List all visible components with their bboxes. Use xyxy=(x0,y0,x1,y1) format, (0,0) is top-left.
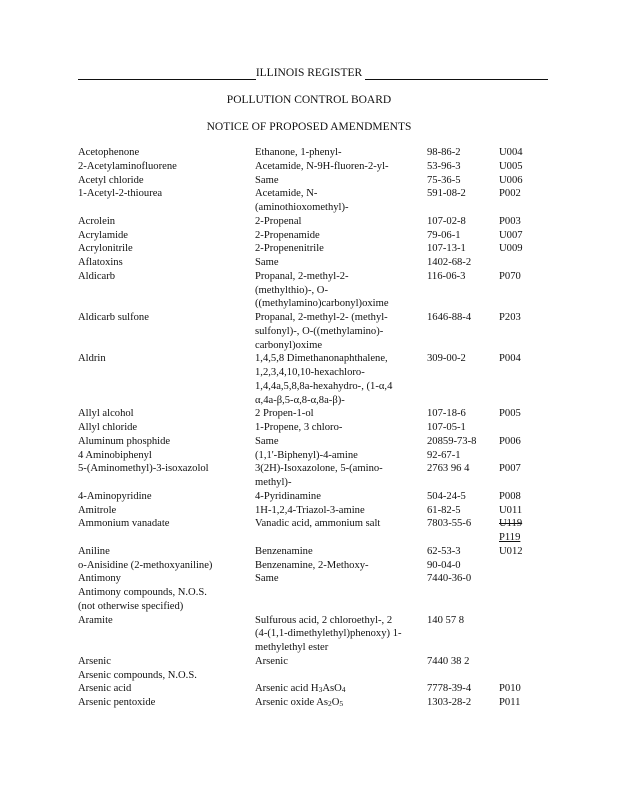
substance-name: Arsenic compounds, N.O.S. xyxy=(78,669,197,681)
hazardous-substance-table xyxy=(78,146,548,710)
substance-name: Amitrole xyxy=(78,504,117,516)
cas-number: 107-05-1 xyxy=(427,422,466,433)
table-row xyxy=(78,174,548,188)
table-row xyxy=(78,421,548,435)
waste-code: P003 xyxy=(499,215,521,227)
synonym-line: Same xyxy=(255,573,279,585)
synonym-line: 2-Propenal xyxy=(255,215,302,227)
table-row xyxy=(78,435,548,449)
cas-number: 1402-68-2 xyxy=(427,257,472,268)
board-title: POLLUTION CONTROL BOARD xyxy=(226,94,392,106)
substance-name: Aluminum phosphide xyxy=(78,435,171,447)
synonym-line: Ethanone, 1-phenyl- xyxy=(255,147,342,158)
table-row xyxy=(78,696,548,710)
table-row xyxy=(78,559,548,573)
cas-number: 107-13-1 xyxy=(427,243,466,255)
substance-name: Aldicarb sulfone xyxy=(78,312,149,323)
cas-number: 107-18-6 xyxy=(427,408,466,420)
substance-name: Aniline xyxy=(78,545,110,557)
substance-name: Arsenic xyxy=(78,655,111,667)
synonym-line: (1,1'-Biphenyl)-4-amine xyxy=(255,449,358,461)
synonym-line: Sulfurous acid, 2 chloroethyl-, 2 xyxy=(255,614,393,626)
cas-number: 7803-55-6 xyxy=(427,518,472,530)
synonym-line: carbonyl)oxime xyxy=(255,339,323,351)
synonym-line: 1,2,3,4,10,10-hexachloro- xyxy=(255,367,365,378)
cas-number: 309-00-2 xyxy=(427,353,466,365)
table-row xyxy=(78,229,548,243)
cas-number: 116-06-3 xyxy=(427,270,466,282)
table-row xyxy=(78,352,548,407)
substance-name: 2-Acetylaminofluorene xyxy=(78,160,177,172)
waste-code: P119 xyxy=(499,532,521,543)
cas-number: 92-67-1 xyxy=(427,449,461,461)
table-row xyxy=(78,146,548,160)
synonym-line: Acetamide, N- xyxy=(255,188,318,200)
waste-code: P004 xyxy=(499,353,521,365)
waste-code: U011 xyxy=(499,504,523,516)
cas-number: 7440-36-0 xyxy=(427,573,472,585)
cas-number: 1646-88-4 xyxy=(427,312,472,323)
cas-number: 140 57 8 xyxy=(427,614,465,626)
substance-name: 5-(Aminomethyl)-3-isoxazolol xyxy=(78,463,209,475)
waste-code: P011 xyxy=(499,697,521,708)
synonym-line: Vanadic acid, ammonium salt xyxy=(255,518,381,530)
table-row xyxy=(78,270,548,311)
waste-code: U005 xyxy=(499,160,523,172)
cas-number: 90-04-0 xyxy=(427,559,461,571)
synonym-line: 2 Propen-1-ol xyxy=(255,408,314,420)
header-rule-right xyxy=(365,79,548,80)
cas-number: 61-82-5 xyxy=(427,504,461,516)
table-row xyxy=(78,490,548,504)
synonym-line: Arsenic acid $H_3AsO_4$ xyxy=(255,683,346,695)
cas-number: 20859-73-8 xyxy=(427,435,477,447)
notice-title: NOTICE OF PROPOSED AMENDMENTS xyxy=(206,121,412,133)
waste-code: U007 xyxy=(499,229,523,241)
substance-name: 4 Aminobiphenyl xyxy=(78,449,152,461)
cas-number: 7778-39-4 xyxy=(427,683,472,695)
table-row xyxy=(78,449,548,463)
header-rule-left xyxy=(78,79,256,80)
table-row xyxy=(78,160,548,174)
substance-name: Acrylamide xyxy=(78,229,129,241)
synonym-line: 1,4,4a,5,8,8a-hexahydro-, (1-α,4 xyxy=(255,380,393,392)
substance-name: 1-Acetyl-2-thiourea xyxy=(78,188,163,200)
synonym-line: Same xyxy=(255,174,279,186)
synonym-line: (aminothioxomethyl)- xyxy=(255,202,349,213)
substance-name: Acrylonitrile xyxy=(78,243,133,255)
waste-code: U009 xyxy=(499,243,523,255)
table-row xyxy=(78,187,548,215)
synonym-line: Benzenamine, 2-Methoxy- xyxy=(255,559,369,571)
table-row xyxy=(78,614,548,655)
substance-name: Acrolein xyxy=(78,215,116,227)
substance-name: Antimony compounds, N.O.S. xyxy=(78,587,207,598)
table-row xyxy=(78,242,548,256)
synonym-line: sulfonyl)-, O-((methylamino)- xyxy=(255,325,384,337)
waste-code: P005 xyxy=(499,408,521,420)
substance-name: o-Anisidine (2-methoxyaniline) xyxy=(78,559,213,571)
substance-name: Arsenic pentoxide xyxy=(78,697,156,708)
cas-number: 1303-28-2 xyxy=(427,697,472,708)
substance-name: Allyl alcohol xyxy=(78,408,134,420)
substance-name: Arsenic acid xyxy=(78,683,132,695)
cas-number: 98-86-2 xyxy=(427,147,461,158)
synonym-line: Propanal, 2-methyl-2- xyxy=(255,270,349,282)
synonym-line: 4-Pyridinamine xyxy=(255,490,321,502)
synonym-line: Propanal, 2-methyl-2- (methyl- xyxy=(255,312,388,323)
waste-code: U004 xyxy=(499,147,523,158)
substance-name: Aflatoxins xyxy=(78,257,123,268)
waste-code: U006 xyxy=(499,174,523,186)
substance-name: Acetyl chloride xyxy=(78,174,144,186)
table-row xyxy=(78,256,548,270)
table-row xyxy=(78,504,548,518)
waste-code: P007 xyxy=(499,463,521,475)
synonym-line: 1-Propene, 3 chloro- xyxy=(255,422,343,433)
waste-code: P006 xyxy=(499,435,521,447)
synonym-line: 1,4,5,8 Dimethanonaphthalene, xyxy=(255,353,388,365)
synonym-line: 1H-1,2,4-Triazol-3-amine xyxy=(255,504,365,516)
synonym-line: (methylthio)-, O- xyxy=(255,284,328,296)
waste-code: P002 xyxy=(499,188,521,200)
cas-number: 7440 38 2 xyxy=(427,655,470,667)
substance-name: 4-Aminopyridine xyxy=(78,490,152,502)
cas-number: 79-06-1 xyxy=(427,229,461,241)
table-row xyxy=(78,669,548,683)
synonym-line: Benzenamine xyxy=(255,545,313,557)
substance-name: Aldrin xyxy=(78,353,106,365)
cas-number: 62-53-3 xyxy=(427,545,461,557)
waste-code: P203 xyxy=(499,312,521,323)
cas-number: 107-02-8 xyxy=(427,215,466,227)
synonym-line: Acetamide, N-9H-fluoren-2-yl- xyxy=(255,160,389,172)
table-row xyxy=(78,682,548,696)
cas-number: 53-96-3 xyxy=(427,160,461,172)
synonym-line: 2-Propenenitrile xyxy=(255,243,324,255)
waste-code: P070 xyxy=(499,270,521,282)
cas-number: 591-08-2 xyxy=(427,188,466,200)
table-row xyxy=(78,545,548,559)
substance-name: (not otherwise specified) xyxy=(78,600,184,612)
table-row xyxy=(78,407,548,421)
table-row xyxy=(78,572,548,586)
waste-code: P010 xyxy=(499,683,521,695)
table-row xyxy=(78,215,548,229)
synonym-line: methylethyl ester xyxy=(255,642,329,653)
synonym-line: 3(2H)-Isoxazolone, 5-(amino- xyxy=(255,463,383,475)
waste-code: U119 xyxy=(499,518,523,530)
table-row xyxy=(78,517,548,545)
synonym-line: (4-(1,1-dimethylethyl)phenoxy) 1- xyxy=(255,628,402,640)
substance-name: Acetophenone xyxy=(78,147,140,158)
synonym-line: ((methylamino)carbonyl)oxime xyxy=(255,298,389,310)
waste-code: U012 xyxy=(499,545,523,557)
synonym-line: Same xyxy=(255,257,279,268)
table-row xyxy=(78,586,548,614)
table-row xyxy=(78,462,548,490)
waste-code: P008 xyxy=(499,490,521,502)
cas-number: 504-24-5 xyxy=(427,490,466,502)
substance-name: Antimony xyxy=(78,573,121,585)
table-row xyxy=(78,311,548,352)
register-title: ILLINOIS REGISTER xyxy=(255,67,363,79)
synonym-line: Same xyxy=(255,435,279,447)
substance-name: Aldicarb xyxy=(78,270,116,282)
table-row xyxy=(78,655,548,669)
cas-number: 75-36-5 xyxy=(427,174,461,186)
synonym-line: Arsenic xyxy=(255,655,288,667)
synonym-line: α,4a-β,5-α,8-α,8a-β)- xyxy=(255,394,345,406)
synonym-line: 2-Propenamide xyxy=(255,229,320,241)
synonym-line: Arsenic oxide $As_2O_5$ xyxy=(255,697,344,708)
substance-name: Ammonium vanadate xyxy=(78,518,170,530)
synonym-line: methyl)- xyxy=(255,477,292,488)
substance-name: Allyl chloride xyxy=(78,422,138,433)
substance-name: Aramite xyxy=(78,614,113,626)
cas-number: 2763 96 4 xyxy=(427,463,470,475)
